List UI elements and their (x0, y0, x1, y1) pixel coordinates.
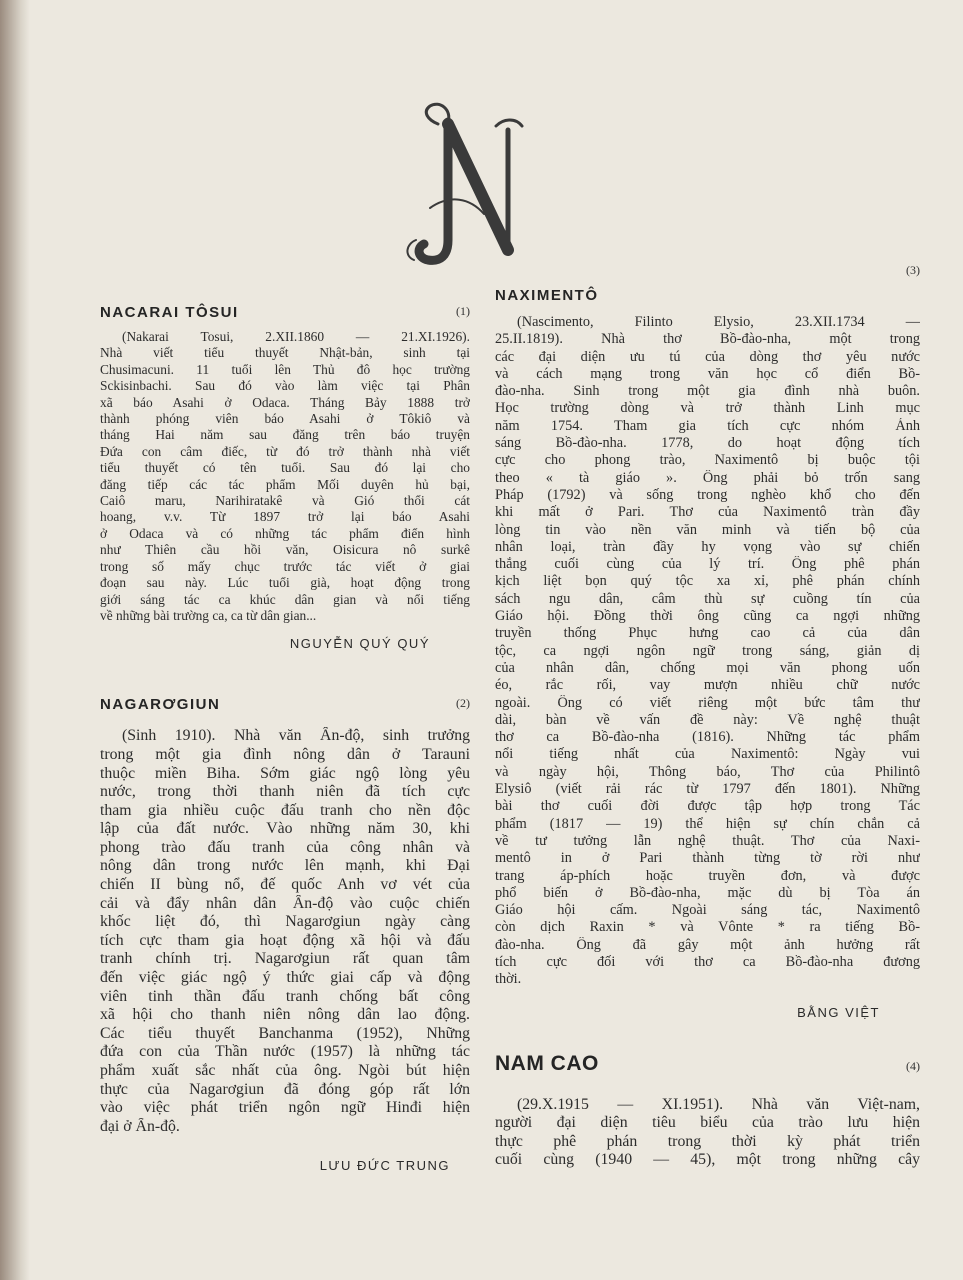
body-line: truyền thống Phục hưng cao cả của dân (495, 625, 920, 642)
body-line: ngoài. Ông có viết riêng một bức tâm thư (495, 694, 920, 711)
body-line: tham gia nhiều cuộc đấu tranh cho nền độc (100, 801, 470, 819)
entry-number: (3) (906, 263, 920, 277)
body-line: còn dịch Raxin * và Vônte * ra tiếng Bồ- (495, 919, 920, 936)
body-line: thực phê phán trong thời kỳ phát triển (495, 1132, 920, 1150)
entry-nagarogiun (100, 687, 470, 1173)
entry-number: (4) (906, 1058, 920, 1073)
body-line: phẩm (1817 — 19) thể hiện sự chín chắn cả (495, 815, 920, 832)
body-line: Học trường dòng và trở thành Linh mục (495, 400, 920, 417)
body-line: viên tinh thần đấu tranh chống bất công (100, 987, 470, 1005)
body-line: lòng tin vào nền văn minh và tiến bộ của (495, 521, 920, 538)
body-line: nước, trong thời thanh niên đã tích cực (100, 783, 470, 801)
body-line: khi mất ở Pari. Thơ của Naximentô tràn đầy (495, 504, 920, 521)
body-line: (Nascimento, Filinto Elysio, 23.XII.1734 — (517, 314, 920, 330)
body-line: trong số mấy chục trước tác viết ở giai (100, 558, 470, 574)
body-line: thời. (495, 971, 522, 988)
body-line: và cách mạng trong văn học cổ điển Bồ- (495, 365, 920, 382)
body-line: đứa con của Thần nước (1957) là những tác (100, 1043, 470, 1061)
page-gutter-shadow (0, 0, 30, 1280)
body-line: Các tiểu thuyết Banchanma (1952), Những (100, 1024, 470, 1042)
body-line: trang áp-phích hoặc truyền đơn, và được (495, 867, 920, 884)
body-line: cuối cùng (1940 — 45), một trong những cây (495, 1151, 920, 1169)
body-line: tộc, ca ngợi ngôn ngữ trong sáng, giản dị (495, 642, 920, 659)
body-line: đào-nha. Ông đã gây một ảnh hưởng rất (495, 936, 920, 953)
entry-body (100, 329, 470, 624)
entry-header (495, 263, 920, 304)
body-line: của nhân dân, chống mọi văn phong uốn (495, 659, 920, 676)
body-line: (Sinh 1910). Nhà văn Ấn-độ, sinh trưởng (122, 727, 470, 745)
body-line: Nhà viết tiểu thuyết Nhật-bản, sinh tại (100, 345, 470, 361)
body-line: tích cực đối với thơ ca Bồ-đào-nha đương (495, 953, 920, 970)
body-line: đại ở Ấn-độ. (100, 1117, 180, 1135)
body-line: tranh chính trị. Nagarơgiun rất quan tâm (100, 950, 470, 968)
entry-header (495, 1050, 920, 1076)
body-line: thực của Nagarơgiun đã đóng góp rất lớn (100, 1080, 470, 1098)
entry-body (495, 314, 920, 989)
body-line: đào-nha. Sinh trong một gia đình nhà buôn. (495, 383, 920, 400)
entry-header (100, 295, 470, 321)
body-line: mentô in ở Pari thành từng tờ rời như (495, 850, 920, 867)
entry-body (100, 727, 470, 1136)
body-line: người đại diện tiêu biểu của trào lưu hiện (495, 1114, 920, 1132)
body-line: xã hội cho thanh niên nông dân lao động. (100, 1006, 470, 1024)
body-line: Giáo hội. Đồng thời ông cũng ca ngợi những (495, 608, 920, 625)
body-line: tháng Hai năm sau đăng trên báo truyện (100, 427, 470, 443)
entry-author: BẰNG VIỆT (797, 1004, 880, 1020)
entry-nacarai-tosui (100, 295, 470, 651)
body-line: thơ ca Bồ-đào-nha (1816). Những tác phẩm (495, 729, 920, 746)
body-line: như Thiên cầu hồi văn, Oisicura nô surkê (100, 542, 470, 558)
body-line: các đại diện ưu tú của dòng thơ yêu nước (495, 348, 920, 365)
body-line: xã báo Asahi ở Odaca. Tháng Bảy 1888 trở (100, 394, 470, 410)
body-line: (29.X.1915 — XI.1951). Nhà văn Việt-nam, (517, 1095, 920, 1113)
body-line: dài, bàn về vấn đề này: Về nghệ thuật (495, 711, 920, 728)
entry-title: NAGARƠGIUN (100, 696, 221, 714)
body-line: Chusimacuni. 11 tuổi lên Thủ đô học trường (100, 361, 470, 377)
body-line: kịch liệt bọn quý tộc xa xỉ, phê phán chính (495, 573, 920, 590)
body-line: về những bài trường ca, ca từ dân gian... (100, 607, 317, 623)
body-line: tiểu thuyết có tên tuổi. Sau đó lại cho (100, 460, 470, 476)
entry-number: (1) (456, 304, 470, 318)
body-line: cải và đẩy nhân dân Ấn-độ vào cuộc chiến (100, 894, 470, 912)
entry-naximento (495, 263, 920, 1020)
left-column (100, 295, 470, 1173)
body-line: Caiô maru, Narihiratakê và Gió thổi cát (100, 493, 470, 509)
body-line: sáng Bồ-đào-nha. 1778, do hoạt động tích (495, 435, 920, 452)
body-line: thắng cuối cùng của lý trí. Ông phê phán (495, 556, 920, 573)
entry-author: LƯU ĐỨC TRUNG (319, 1158, 450, 1174)
body-line: về tư tưởng lẫn nghệ thuật. Thơ của Naxi- (495, 832, 920, 849)
body-line: phổ biến ở Bồ-đào-nha, mặc dù bị Tòa án (495, 884, 920, 901)
body-line: (Nakarai Tosui, 2.XII.1860 — 21.XI.1926). (122, 329, 470, 344)
body-line: phong trào đấu tranh của công nhân và (100, 838, 470, 856)
body-line: 25.II.1819). Nhà thơ Bồ-đào-nha, một trong (495, 331, 920, 348)
body-line: khốc liệt đó, thì Nagarơgiun ngày càng (100, 913, 470, 931)
body-line: hoang, v.v. Từ 1897 trở lại báo Asahi (100, 509, 470, 525)
entry-title: NAXIMENTÔ (495, 287, 599, 304)
body-line: bài thơ cuối đời được tập hợp trong Tác (495, 798, 920, 815)
body-line: Elysiô (viết rải rác từ 1797 đến 1801). Những (495, 781, 920, 798)
entry-nam-cao (495, 1050, 920, 1170)
body-line: sách ngu dân, câm thù sự cuồng tín của (495, 590, 920, 607)
body-line: giới sáng tác ca khúc dân gian và nổi tiếng (100, 591, 470, 607)
drop-cap-letter: N (469, 210, 471, 211)
right-column (495, 263, 920, 1170)
body-line: éo, rắc rối, vay mượn nhiều chữ nước (495, 677, 920, 694)
ornamental-drop-cap-n (400, 90, 540, 270)
body-line: đến việc giác ngộ ý thức giai cấp và động (100, 969, 470, 987)
body-line: vào việc phát triển ngôn ngữ Hinđi hiện (100, 1099, 470, 1117)
body-line: lập của đất nước. Vào những năm 30, khi (100, 820, 470, 838)
body-line: theo « tà giáo ». Ông phải bỏ trốn sang (495, 469, 920, 486)
body-line: năm 1754. Tham gia tích cực nhóm Ánh (495, 417, 920, 434)
body-line: tích cực tham gia hoạt động xã hội và đấu (100, 931, 470, 949)
body-line: nổi tiếng nhất của Naximentô: Ngày vui (495, 746, 920, 763)
body-line: nông dân trong nước lên mạnh, khi Đại (100, 857, 470, 875)
body-line: chiến II bùng nổ, đế quốc Anh vơ vét của (100, 876, 470, 894)
entry-title: NACARAI TÔSUI (100, 304, 239, 321)
entry-header (100, 687, 470, 713)
body-line: cực cho phong trào, Naximentô bị buộc tội (495, 452, 920, 469)
body-line: Giáo hội cấm. Ngoài sáng tác, Naximentô (495, 902, 920, 919)
body-line: nhân loại, tràn đầy hy vọng vào sự chiến (495, 538, 920, 555)
entry-author: NGUYỄN QUÝ QUÝ (289, 636, 430, 652)
body-line: và ngày hội, Thông báo, Thơ của Philintô (495, 763, 920, 780)
body-line: phẩm xuất sắc nhất của ông. Ngòi bút hiện (100, 1062, 470, 1079)
body-line: trong một gia đình nông dân ở Tarauni (100, 745, 470, 763)
entry-number: (2) (456, 696, 470, 711)
body-line: Pháp (1792) và sống trong nghèo khổ cho đến (495, 486, 920, 503)
entry-body (495, 1096, 920, 1170)
entry-title: NAM CAO (495, 1051, 599, 1075)
body-line: đăng tiếp các tác phẩm Mối duyên hủ bại, (100, 476, 470, 492)
body-line: Sckisinbachi. Sau đó vào làm việc tại Phân (100, 378, 470, 394)
body-line: thuộc miền Biha. Sớm giác ngộ lòng yêu (100, 764, 470, 782)
body-line: Đứa con câm điếc, từ đó trở thành nhà viết (100, 443, 470, 459)
body-line: ở Odaca và có những tác phẩm điển hình (100, 525, 470, 541)
body-line: đoạn sau này. Lúc tuổi già, hoạt động trong (100, 575, 470, 591)
body-line: thành phóng viên báo Asahi ở Tôkiô và (100, 411, 470, 427)
